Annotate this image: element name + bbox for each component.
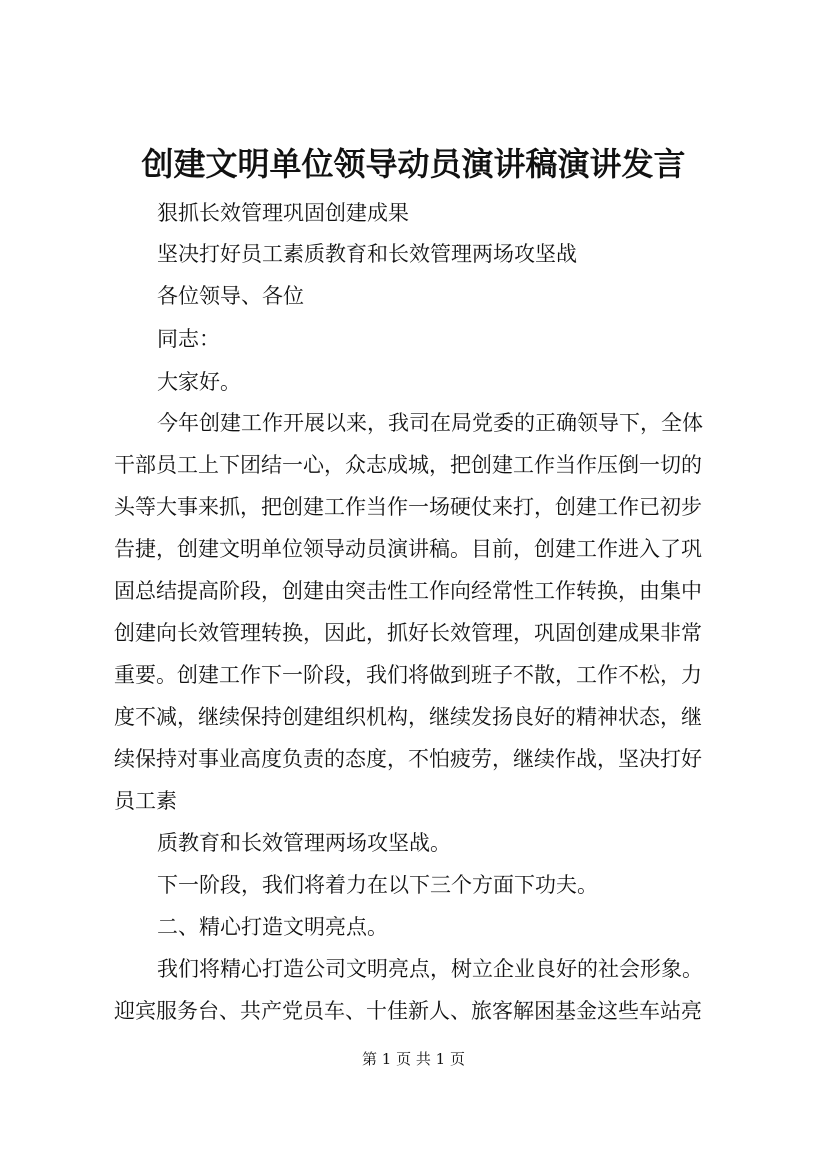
paragraph-line: 下一阶段，我们将着力在以下三个方面下功夫。 bbox=[157, 873, 598, 897]
section-heading: 二、精心打造文明亮点。 bbox=[157, 915, 388, 939]
paragraph-line: 告捷，创建文明单位领导动员演讲稿。目前，创建工作进入了巩 bbox=[114, 537, 702, 561]
page-number-footer: 第 1 页 共 1 页 bbox=[362, 1050, 465, 1068]
paragraph-line: 固总结提高阶段，创建由突击性工作向经常性工作转换，由集中 bbox=[114, 579, 702, 603]
paragraph-line: 迎宾服务台、共产党员车、十佳新人、旅客解困基金这些车站亮 bbox=[114, 999, 702, 1023]
paragraph-line: 续保持对事业高度负责的态度，不怕疲劳，继续作战，坚决打好 bbox=[114, 747, 702, 771]
paragraph-line: 我们将精心打造公司文明亮点，树立企业良好的社会形象。 bbox=[157, 957, 703, 981]
paragraph-line: 头等大事来抓，把创建工作当作一场硬仗来打，创建工作已初步 bbox=[114, 495, 702, 519]
paragraph-line: 重要。创建工作下一阶段，我们将做到班子不散，工作不松，力 bbox=[114, 663, 702, 687]
paragraph-line: 今年创建工作开展以来，我司在局党委的正确领导下，全体 bbox=[157, 411, 703, 435]
salutation-line: 各位领导、各位 bbox=[157, 284, 304, 308]
paragraph-line: 创建向长效管理转换，因此，抓好长效管理，巩固创建成果非常 bbox=[114, 621, 702, 645]
salutation-line: 同志： bbox=[157, 327, 220, 351]
paragraph-line: 员工素 bbox=[114, 789, 177, 813]
paragraph-line: 质教育和长效管理两场攻坚战。 bbox=[157, 831, 451, 855]
paragraph-line: 度不减，继续保持创建组织机构，继续发扬良好的精神状态，继 bbox=[114, 705, 702, 729]
subtitle-line: 狠抓长效管理巩固创建成果 bbox=[157, 201, 409, 225]
document-title: 创建文明单位领导动员演讲稿演讲发言 bbox=[141, 145, 686, 183]
greeting-line: 大家好。 bbox=[157, 370, 241, 394]
subtitle-line: 坚决打好员工素质教育和长效管理两场攻坚战 bbox=[157, 242, 577, 266]
paragraph-line: 干部员工上下团结一心，众志成城，把创建工作当作压倒一切的 bbox=[114, 453, 702, 477]
